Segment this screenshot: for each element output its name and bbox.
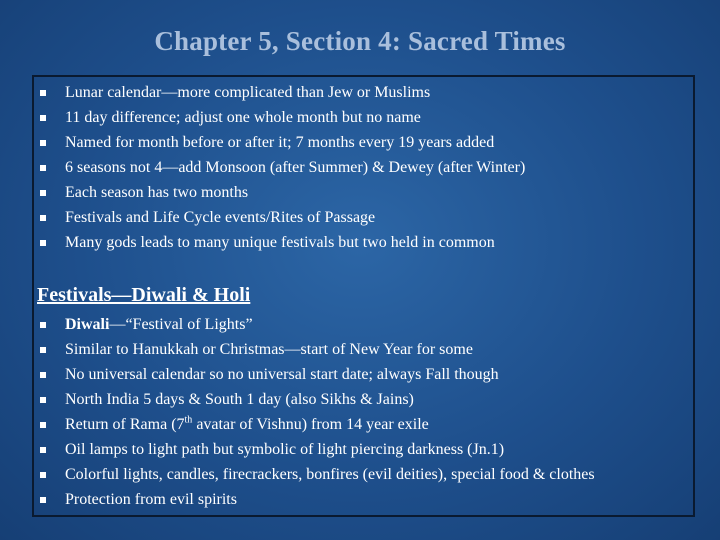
slide-title: Chapter 5, Section 4: Sacred Times — [154, 26, 566, 56]
list-item-text: 6 seasons not 4—add Monsoon (after Summer) & Dewey (after Winter) — [65, 159, 526, 176]
list-item-text: North India 5 days & South 1 day (also Sikhs & Jains) — [65, 391, 414, 408]
list-item — [36, 437, 595, 462]
superscript-text: th — [184, 414, 193, 426]
square-bullet-icon — [40, 190, 46, 196]
list-item — [36, 230, 525, 255]
list-item-text: 11 day difference; adjust one whole month but no name — [65, 109, 421, 126]
list-item — [36, 205, 525, 230]
bullet-list-calendar — [36, 80, 525, 255]
square-bullet-icon — [40, 447, 46, 453]
list-item-text: —“Festival of Lights” — [109, 316, 253, 333]
list-item — [36, 155, 525, 180]
list-item — [36, 130, 525, 155]
list-item-text: Lunar calendar—more complicated than Jew or Muslims — [65, 84, 431, 101]
square-bullet-icon — [40, 397, 46, 403]
square-bullet-icon — [40, 472, 46, 478]
list-item-text: Named for month before or after it; 7 months every 19 years added — [65, 134, 495, 151]
list-item — [36, 312, 595, 337]
square-bullet-icon — [40, 140, 46, 146]
list-item-text: Many gods leads to many unique festivals but two held in common — [65, 234, 495, 251]
list-item-text: avatar of Vishnu) from 14 year exile — [192, 416, 429, 433]
list-item — [36, 80, 525, 105]
bullet-list-festivals — [36, 312, 595, 512]
list-item-text: Oil lamps to light path but symbolic of light piercing darkness (Jn.1) — [65, 441, 505, 458]
square-bullet-icon — [40, 322, 46, 328]
list-item-text: Festivals and Life Cycle events/Rites of Passage — [65, 209, 376, 226]
list-item — [36, 387, 595, 412]
list-item — [36, 180, 525, 205]
square-bullet-icon — [40, 240, 46, 246]
list-item — [36, 105, 525, 130]
list-item — [36, 337, 595, 362]
list-item — [36, 412, 595, 437]
square-bullet-icon — [40, 215, 46, 221]
square-bullet-icon — [40, 347, 46, 353]
list-item-text: Protection from evil spirits — [65, 491, 237, 508]
list-item-bold-text: Diwali — [65, 316, 110, 333]
square-bullet-icon — [40, 497, 46, 503]
square-bullet-icon — [40, 165, 46, 171]
list-item-text: Similar to Hanukkah or Christmas—start of New Year for some — [65, 341, 473, 358]
square-bullet-icon — [40, 372, 46, 378]
section-heading-festivals: Festivals—Diwali & Holi — [37, 284, 251, 306]
list-item-text: Return of Rama (7 — [65, 416, 185, 433]
list-item-text: Colorful lights, candles, firecrackers, bonfires (evil deities), special food & clothes — [65, 466, 595, 483]
list-item — [36, 487, 595, 512]
square-bullet-icon — [40, 90, 46, 96]
list-item — [36, 462, 595, 487]
list-item — [36, 362, 595, 387]
square-bullet-icon — [40, 115, 46, 121]
list-item-text: No universal calendar so no universal start date; always Fall though — [65, 366, 499, 383]
square-bullet-icon — [40, 422, 46, 428]
list-item-text: Each season has two months — [65, 184, 249, 201]
